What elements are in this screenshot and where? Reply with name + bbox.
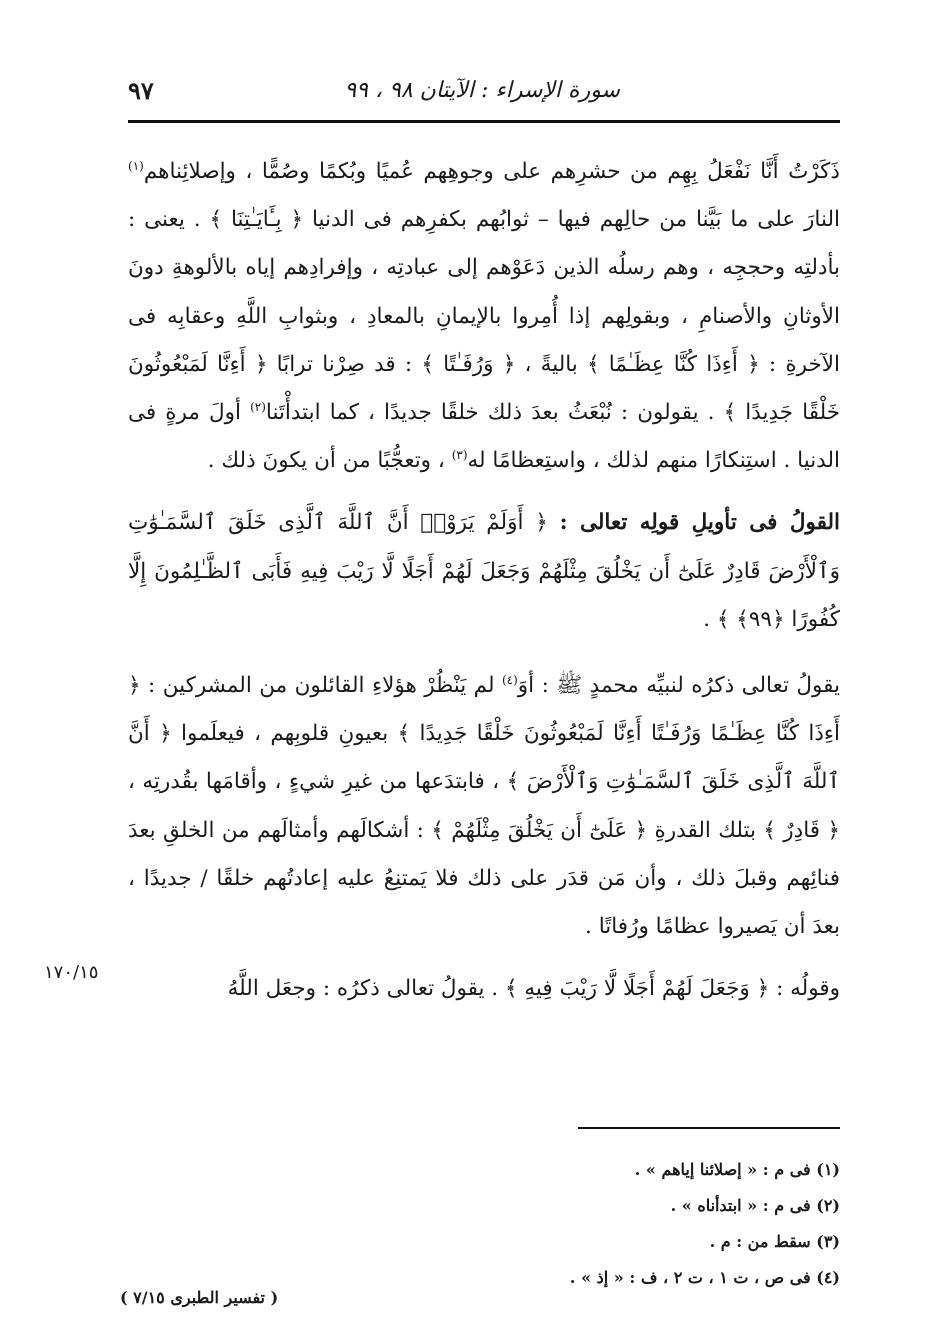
footnote-4: (٤) فى ص ، ت ١ ، ت ٢ ، ف : « إذ » . [569, 1268, 840, 1287]
footnote-1: (١) فى م : « إصلائنا إياهم » . [634, 1160, 840, 1179]
book-footer: ( تفسير الطبرى ٧/١٥ ) [120, 1288, 279, 1307]
footnote-ref-1: (١) [128, 158, 144, 173]
paragraph-2 [128, 499, 840, 644]
paragraph-1-line-2: النارَ على ما بَيَّنا من حالِهم فيها – ثوابُهم بكفرِهم فى الدنيا ﴿ بِـَٔايَـٰتِنَا ﴾ . يعنى : بأدلتِه وحججِه ، وهم رسلُه الذين دَعَوْهم إلى عبادتِه ، وإفرادِهم إياه بالألوهةِ دونَ الأوثانِ والأصنامِ ، وبقولِهم إذا أُمِروا بالإيمانِ بالمعادِ ، وبثوابِ اللَّهِ وعقابِه فى الآخرةِ : ﴿ أَءِذَا كُنَّا عِظَـٰمًا ﴾ باليةً ، ﴿ وَرُفَـٰتًا ﴾ : قد صِرْنا ترابًا ﴿ أَءِنَّا لَمَبْعُوثُونَ خَلْقًا جَدِيدًا ﴾ . يقولون : نُبْعَثُ بعدَ ذلك خلقًا جديدًا ، كما ابتدأْتَنا [128, 207, 840, 426]
paragraph-3-line-2: لم يَنْظُرْ هؤلاءِ القائلون من المشركين : ﴿ أَءِذَا كُنَّا عِظَـٰمًا وَرُفَـٰتًا أَءِنَّا لَمَبْعُوثُونَ خَلْقًا جَدِيدًا ﴾ بعيونِ قلوبِهم ، فيعلَموا ﴿ أَنَّ ٱللَّهَ ٱلَّذِى خَلَقَ ٱلسَّمَـٰوَٰتِ وَٱلْأَرْضَ ﴾ ، فابتدَعها من غيرِ شيءٍ ، وأقامَها بقُدرتِه ، ﴿ قَادِرٌ ﴾ بتلك القدرةِ ﴿ عَلَىٰٓ أَن يَخْلُقَ مِثْلَهُمْ ﴾ : أشكالَهم وأمثالَهم من الخلقِ بعدَ فنائِهم وقبلَ ذلك ، وأن مَن قدَر على ذلك فلا يَمتنِعُ عليه إعادتُهم خلقًا / جديدًا ، بعدَ أن يَصيروا عظامًا ورُفاتًا . [128, 673, 840, 940]
main-text [128, 148, 840, 1013]
paragraph-4: وقولُه : ﴿ وَجَعَلَ لَهُمْ أَجَلًا لَّا رَيْبَ فِيهِ ﴾ . يقولُ تعالى ذكرُه : وجعَل اللَّهُ [227, 976, 840, 1002]
footnote-rule [578, 1127, 840, 1129]
page-header [128, 76, 840, 116]
footnotes [400, 1152, 840, 1296]
section-heading: القولُ فى تأويلِ قولِه تعالى : [559, 510, 840, 536]
paragraph-3 [128, 662, 840, 951]
footnote-ref-3: (٣) [451, 448, 468, 463]
quran-verse: ﴿ أَوَلَمْ يَرَوْا۟ أَنَّ ٱللَّهَ ٱلَّذِى خَلَقَ ٱلسَّمَـٰوَٰتِ وَٱلْأَرْضَ قَادِرٌ عَلَىٰٓ أَن يَخْلُقَ مِثْلَهُمْ وَجَعَلَ لَهُمْ أَجَلًا لَّا رَيْبَ فِيهِ فَأَبَى ٱلظَّـٰلِمُونَ إِلَّا كُفُورًا ﴿٩٩﴾ ﴾ . [128, 510, 840, 632]
margin-page-reference: ١٧٠/١٥ [44, 962, 99, 983]
footnote-2: (٢) فى م : « ابتدأناه » . [670, 1196, 840, 1215]
paragraph-1-line-1: ذَكَرْتُ أَنَّا نَفْعَلُ بِهِم من حشرِهم على وجوهِهم عُميًا وبُكمًا وصُمًّا ، وإصلائِناهم [143, 159, 840, 184]
page-number: ٩٧ [128, 76, 154, 105]
paragraph-3-line-1: يقولُ تعالى ذكرُه لنبيِّه محمدٍ ﷺ : أوَ [517, 673, 840, 699]
footnote-ref-2: (٢) [250, 399, 266, 414]
paragraph-1-line-4: ، وتعجُّبًا من أن يكونَ ذلك . [207, 448, 445, 474]
footnote-3: (٣) سقط من : م . [709, 1232, 840, 1251]
running-head: سورة الإسراء : الآيتان ٩٨ ، ٩٩ [344, 78, 620, 103]
footnote-ref-4: (٤) [501, 672, 518, 687]
paragraph-1-line-3: أولَ مرةٍ فى الدنيا . استِنكارًا منهم لذلك ، واستِعظامًا له [128, 400, 840, 474]
paragraph-1 [128, 148, 840, 485]
header-rule [128, 120, 840, 123]
